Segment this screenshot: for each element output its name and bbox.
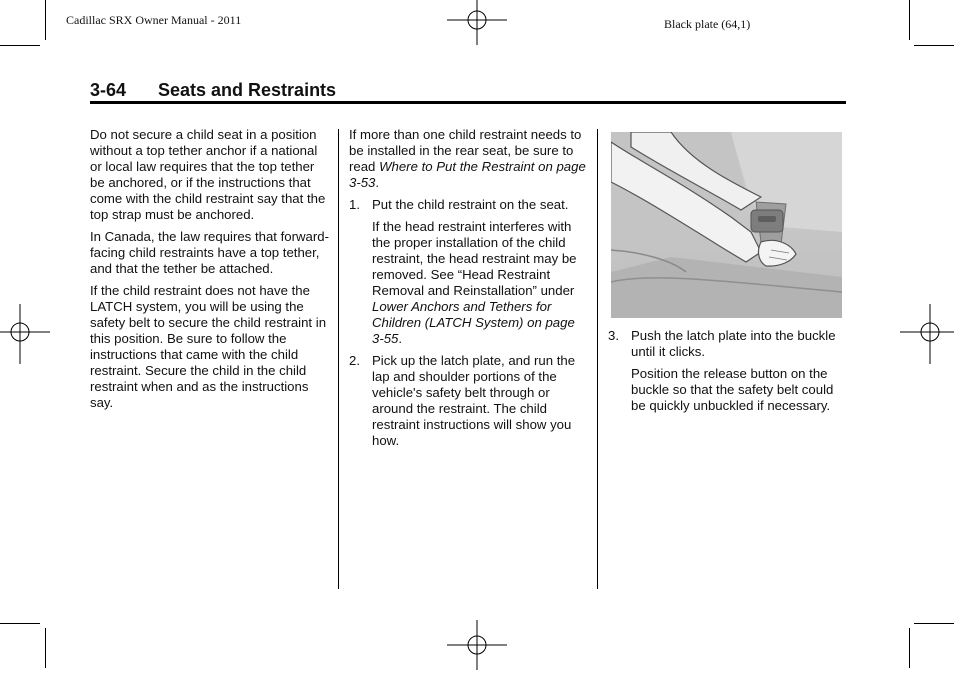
section-title: Seats and Restraints (158, 80, 337, 100)
step-text: Pick up the latch plate, and run the lap and shoulder portions of the vehicle's safety belt through or around the restraint. The child restraint instructions will show you how. (372, 353, 576, 448)
running-header-left: Cadillac SRX Owner Manual - 2011 (66, 13, 242, 27)
paragraph-multiple-restraints: If more than one child restraint needs to be installed in the rear seat, be sure to read Where to Put the Restraint on page 3-53. (349, 127, 586, 190)
cross-reference-link[interactable]: Where to Put the Restraint on page 3-53 (349, 159, 586, 190)
page-number: 3-64 (90, 80, 127, 100)
column-2 (349, 127, 589, 455)
paragraph-canada-law: In Canada, the law requires that forward-facing child restraints have a top tether, and that the tether be attached. (90, 229, 329, 276)
heading-rule (90, 101, 846, 104)
cross-reference-link[interactable]: Lower Anchors and Tethers for Children (LATCH System) on page 3-55 (372, 299, 575, 346)
step-text: Push the latch plate into the buckle until it clicks. (631, 328, 836, 359)
step-note: If the head restraint interferes with the proper installation of the child restraint, the head restraint may be removed. See “Head Restraint Removal and Reinstallation” under Lower Anchors and Tethers for Children (LATCH System) on page 3-55. (372, 219, 577, 346)
step-number: 3. (608, 328, 619, 343)
step-number: 1. (349, 197, 360, 212)
step-note: Position the release button on the buckle so that the safety belt could be quickly unbuckled if necessary. (631, 366, 834, 413)
step-number: 2. (349, 353, 360, 368)
step-2 (349, 353, 589, 449)
registration-mark-bottom-icon (447, 620, 507, 680)
latch-plate-illustration (611, 132, 842, 318)
registration-mark-right-icon (900, 304, 954, 364)
column-1 (90, 127, 330, 417)
step-1 (349, 197, 589, 347)
step-text: Put the child restraint on the seat. (372, 197, 569, 212)
running-header-right: Black plate (64,1) (664, 17, 751, 31)
paragraph-no-latch: If the child restraint does not have the LATCH system, you will be using the safety belt to secure the child restraint in this position. Be sure to follow the instructions that came with the child restraint. Secure the child in the child restraint when and as the instructions say. (90, 283, 327, 410)
paragraph-top-tether-law: Do not secure a child seat in a position without a top tether anchor if a national or local law requires that the top tether be anchored, or if the instructions that come with the child restraint say that the top strap must be anchored. (90, 127, 326, 222)
column-divider-2 (597, 129, 598, 589)
column-divider-1 (338, 129, 339, 589)
registration-mark-top-icon (447, 0, 507, 55)
registration-mark-left-icon (0, 304, 50, 364)
column-3 (608, 328, 844, 420)
step-3 (608, 328, 844, 414)
